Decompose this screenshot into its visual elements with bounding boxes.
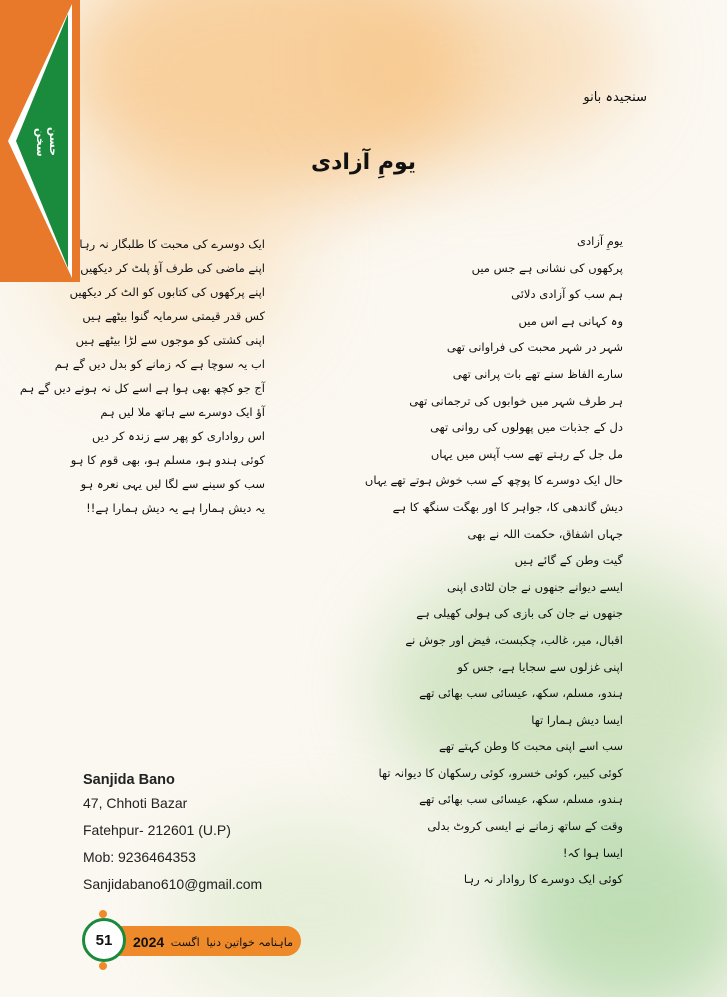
poem-line: آج جو کچھ بھی ہوا ہے اسے کل نہ ہونے دیں گے ہم	[19, 381, 265, 395]
poem-line: وقت کے ساتھ زمانے نے ایسی کروٹ بدلی	[427, 819, 623, 834]
poem-line: اپنی کشتی کو موجوں سے لڑا بیٹھے ہیں	[75, 333, 265, 347]
poem-line: ہندو، مسلم، سکھ، عیسائی سب بھائی تھے	[419, 792, 623, 807]
poem-line: گیت وطن کے گائے ہیں	[514, 553, 623, 568]
poem-line: ایک دوسرے کی محبت کا طلبگار نہ رہا	[79, 237, 265, 251]
footer-month: اگست	[170, 935, 200, 949]
poem-line: کوئی ہندو ہو، مسلم ہو، بھی قوم کا ہو	[70, 453, 265, 467]
poem-line: دل کے جذبات میں پھولوں کی روانی تھی	[430, 420, 623, 435]
page-footer	[75, 910, 305, 970]
contact-email: Sanjidabano610@gmail.com	[83, 876, 263, 892]
poem-line: حال ایک دوسرے کا پوچھ کے سب خوش ہوتے تھے یہاں	[364, 473, 623, 488]
contact-address-line2: Fatehpur- 212601 (U.P)	[83, 822, 231, 838]
decor-dot	[99, 962, 107, 970]
footer-year: 2024	[133, 934, 165, 950]
poem-line: کس قدر قیمتی سرمایہ گنوا بیٹھے ہیں	[82, 309, 265, 323]
poem-line: اس رواداری کو پھر سے زندہ کر دیں	[91, 429, 265, 443]
poem-line: دیش گاندھی کا، جواہر کا اور بھگت سنگھ کا ہے	[392, 499, 623, 514]
poem-line: جنھوں نے جان کی بازی کی ہولی کھیلی ہے	[416, 606, 623, 621]
footer-magazine-name: ماہنامہ خواتین دنیا	[206, 935, 293, 949]
contact-mobile: Mob: 9236464353	[83, 849, 196, 865]
poem-line: کوئی کبیر، کوئی خسرو، کوئی رسکھان کا دیوانہ تھا	[378, 765, 623, 780]
poem-line: ہم سب کو آزادی دلائی	[511, 287, 623, 302]
poem-line: یومِ آزادی	[577, 234, 623, 248]
poem-line: ایسا ہوا کہ!	[562, 845, 623, 860]
footer-text	[133, 932, 293, 952]
contact-address-line1: 47, Chhoti Bazar	[83, 795, 188, 811]
poem-line: یہ دیش ہمارا ہے یہ دیش ہمارا ہے!!	[86, 501, 265, 515]
poem-column-right	[303, 228, 623, 893]
author-name: سنجیدہ بانو	[583, 90, 647, 105]
poem-line: ایسا دیش ہمارا تھا	[531, 712, 623, 727]
poem-line: شہر در شہر محبت کی فراوانی تھی	[446, 340, 623, 355]
poem-line: اپنے پرکھوں کی کتابوں کو الٹ کر دیکھیں	[69, 285, 265, 299]
page-number: 51	[82, 918, 126, 962]
poem-line: اب یہ سوچا ہے کہ زمانے کو بدل دیں گے ہم	[54, 357, 265, 371]
poem-line: مل جل کے رہتے تھے سب آپس میں یہاں	[430, 446, 623, 461]
poem-line: سب کو سینے سے لگا لیں یہی نعرہ ہو	[80, 477, 265, 491]
poem-line: کوئی ایک دوسرے کا روادار نہ رہا	[463, 872, 623, 887]
poem-line: سب اسے اپنی محبت کا وطن کہتے تھے	[439, 739, 623, 754]
poem-line: آؤ ایک دوسرے سے ہاتھ ملا لیں ہم	[100, 405, 265, 419]
poem-line: ایسے دیوانے جنھوں نے جان لٹادی اپنی	[446, 579, 623, 594]
poem-title: یومِ آزادی	[310, 150, 417, 175]
poem-line: جہاں اشفاق، حکمت اللہ نے بھی	[467, 526, 623, 541]
poem-column-left	[19, 232, 265, 520]
section-label: حسن سخن	[34, 127, 60, 157]
poem-line: وہ کہانی ہے اس میں	[518, 313, 623, 328]
contact-name: Sanjida Bano	[83, 772, 175, 788]
contact-block	[83, 772, 262, 903]
poem-line: اپنے ماضی کی طرف آؤ پلٹ کر دیکھیں	[80, 261, 265, 275]
poem-line: اپنی غزلوں سے سجایا ہے، جس کو	[457, 659, 623, 674]
poem-line: اقبال، میر، غالب، چکبست، فیض اور جوش نے	[405, 632, 623, 647]
poem-line: ہندو، مسلم، سکھ، عیسائی سب بھائی تھے	[419, 686, 623, 701]
poem-line: پرکھوں کی نشانی ہے جس میں	[471, 260, 623, 275]
poem-line: ہر طرف شہر میں خوابوں کی ترجمانی تھی	[409, 393, 623, 408]
poem-line: سارے الفاظ سنے تھے بات پرانی تھی	[452, 366, 623, 381]
decor-dot	[99, 910, 107, 918]
